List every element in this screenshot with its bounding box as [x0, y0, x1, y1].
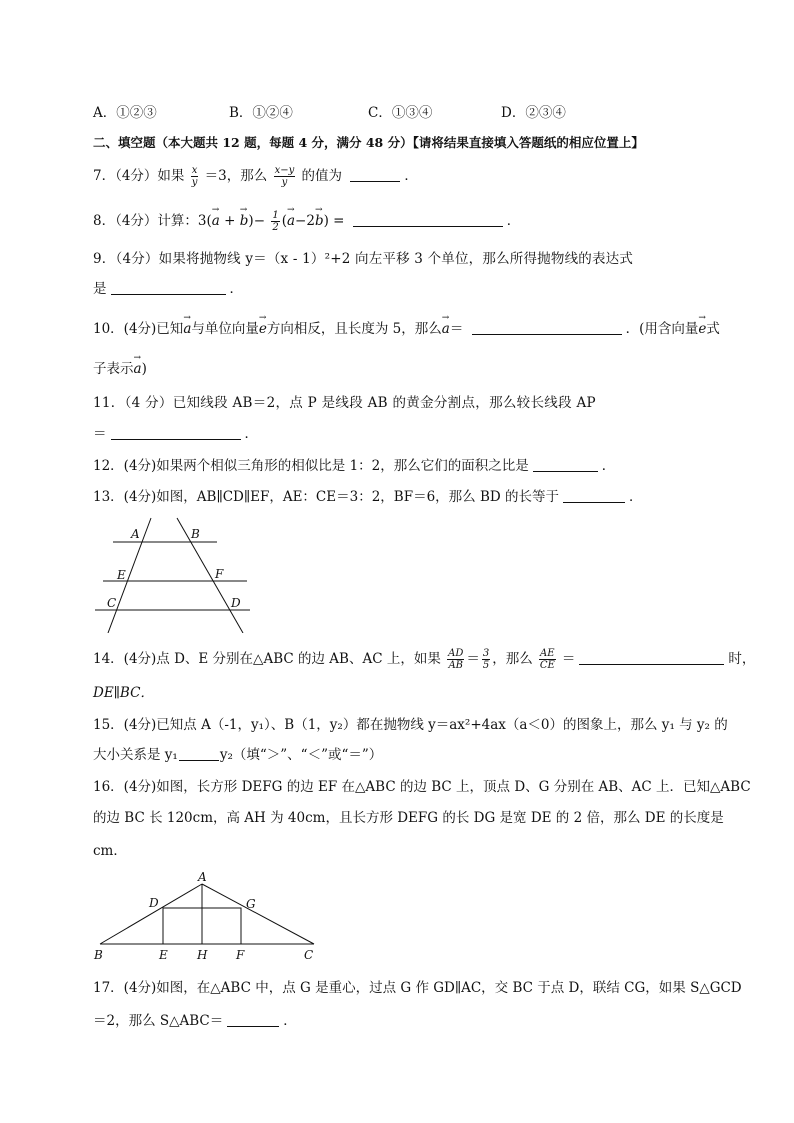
answer-blank[interactable]: [111, 281, 226, 295]
label-a: A: [131, 527, 140, 541]
figure-parallel-lines: [95, 515, 255, 633]
side-ac: [202, 884, 314, 944]
answer-blank[interactable]: [563, 489, 625, 503]
question-17-line1: 17．(4分)如图，在△ABC 中，点 G 是重心，过点 G 作 GD∥AC，交 BC 于点 D，联结 CG，如果 S△GCD: [93, 980, 742, 996]
side-ab: [100, 884, 202, 944]
answer-blank[interactable]: [111, 426, 241, 440]
question-15-line1: 15．(4分)已知点 A（-1，y₁）、B（1，y₂）都在抛物线 y＝ax²+4ax（a＜0）的图象上，那么 y₁ 与 y₂ 的: [93, 717, 728, 733]
fraction-ad-over-ab: $\frac{AD}{AB}$: [448, 648, 464, 671]
answer-blank[interactable]: [533, 458, 598, 472]
question-12: 12．(4分)如果两个相似三角形的相似比是 1：2，那么它们的面积之比是 ．: [93, 458, 616, 474]
section-header: 二、填空题（本大题共 12 题，每题 4 分，满分 48 分）【请将结果直接填入答题纸的相应位置上】: [93, 135, 644, 150]
question-10-line2: 子表示→ a): [93, 360, 147, 378]
label-d: D: [149, 896, 159, 910]
label-g: G: [246, 897, 256, 911]
question-7: 7．（4分）如果 $\frac{x}{y}$ ＝3，那么 $\frac{x-y}{y}$ 的值为 ．: [93, 165, 418, 188]
choice-d: D．②③④: [501, 105, 566, 121]
transversal-right: [177, 518, 243, 633]
answer-blank[interactable]: [350, 168, 400, 182]
fraction-three-fifths: $\frac{3}{5}$: [482, 648, 490, 671]
figure-triangle-rectangle: [90, 868, 330, 962]
question-9-line1: 9．（4分）如果将抛物线 y＝（x - 1）²+2 向左平移 3 个单位，那么所得抛物线的表达式: [93, 251, 634, 267]
label-d: D: [231, 596, 241, 610]
answer-blank[interactable]: [227, 1013, 279, 1027]
label-f: F: [215, 567, 224, 581]
question-16-line3: cm．: [93, 843, 127, 859]
question-14-line1: 14．(4分)点 D、E 分别在△ABC 的边 AB、AC 上，如果 $\frac{AD}{AB}$ ＝ $\frac{3}{5}$ ，那么 $\frac{AE}{CE}$ ＝ 时，: [93, 648, 756, 671]
question-10-line1: 10．(4分)已知→ a与单位向量→ e方向相反，且长度为 5，那么→ a＝ ．(用含向量→ e式: [93, 320, 720, 338]
question-13: 13．(4分)如图，AB∥CD∥EF，AE：CE＝3：2，BF＝6，那么 BD 的长等于 ．: [93, 489, 643, 505]
question-9-line2: 是 ．: [93, 281, 243, 297]
fraction-x-over-y: $\frac{x}{y}$: [191, 165, 198, 188]
question-16-line2: 的边 BC 长 120cm，高 AH 为 40cm，且长方形 DEFG 的长 DG 是宽 DE 的 2 倍，那么 DE 的长度是: [93, 810, 724, 826]
question-8: 8．（4分）计算：3(→ a + → b)− $\frac{1}{2}$ (→ a−2→ b) = ．: [93, 210, 520, 233]
answer-blank[interactable]: [579, 651, 724, 665]
choice-c: C．①③④: [368, 105, 433, 121]
question-16-line1: 16．(4分)如图，长方形 DEFG 的边 EF 在△ABC 的边 BC 上，顶点 D、G 分别在 AB、AC 上．已知△ABC: [93, 779, 751, 795]
answer-blank[interactable]: [179, 747, 219, 761]
fraction-x-minus-y-over-y: $\frac{x-y}{y}$: [274, 165, 295, 188]
question-15-line2: 大小关系是 y₁ y₂（填“＞”、“＜”或“＝”）: [93, 747, 383, 763]
label-e: E: [117, 568, 126, 582]
label-b: B: [94, 948, 103, 962]
label-c: C: [107, 596, 117, 610]
label-b: B: [191, 527, 200, 541]
choice-a: A．①②③: [93, 105, 157, 121]
question-17-line2: ＝2，那么 S△ABC＝ ．: [93, 1013, 297, 1029]
answer-blank[interactable]: [353, 213, 503, 227]
label-c: C: [304, 948, 314, 962]
question-11-line2: ＝ ．: [93, 426, 258, 442]
transversal-left: [108, 518, 151, 633]
fraction-one-half: $\frac{1}{2}$: [272, 210, 279, 233]
label-f: F: [236, 948, 245, 962]
choice-b: B．①②④: [229, 105, 293, 121]
label-h: H: [197, 948, 208, 962]
label-a: A: [198, 870, 207, 884]
label-e: E: [159, 948, 168, 962]
fraction-ae-over-ce: $\frac{AE}{CE}$: [539, 648, 555, 671]
answer-blank[interactable]: [472, 321, 622, 335]
question-14-line2: DE∥BC．: [93, 685, 154, 701]
question-11-line1: 11．（4 分）已知线段 AB＝2，点 P 是线段 AB 的黄金分割点，那么较长线段 AP: [93, 395, 596, 411]
